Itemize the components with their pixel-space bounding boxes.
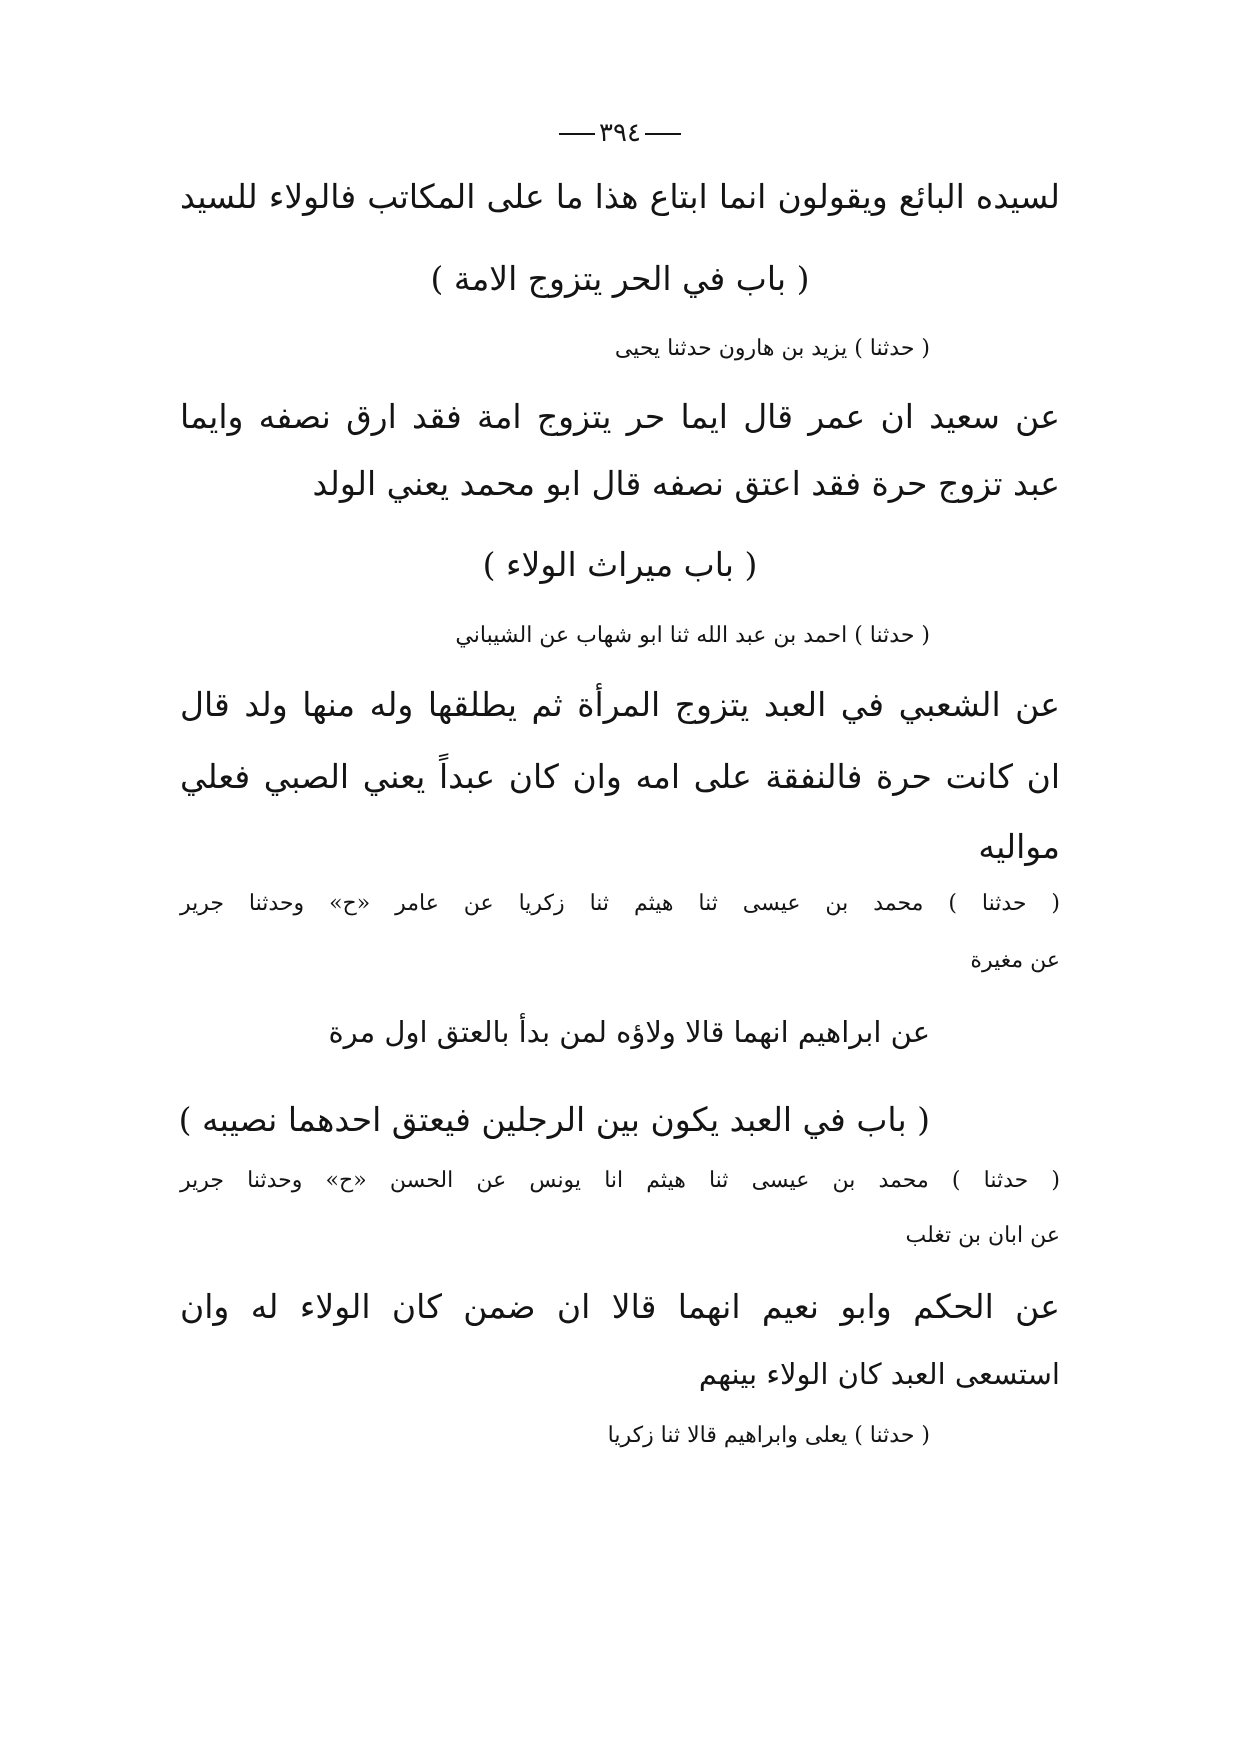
section-heading: ( باب ميراث الولاء ): [482, 545, 758, 584]
isnad-line: عن ابان بن تغلب: [905, 1223, 1060, 1248]
page-number-text: ٣٩٤: [599, 118, 641, 148]
text-line: عن سعيد ان عمر قال ايما حر يتزوج امة فقد ارق نصفه وايما: [180, 397, 1060, 436]
text-line: عن الشعبي في العبد يتزوج المرأة ثم يطلقها وله منها ولد قال: [180, 685, 1060, 724]
section-heading: ( باب في الحر يتزوج الامة ): [430, 259, 810, 298]
text-line: ان كانت حرة فالنفقة على امه وان كان عبداً يعني الصبي فعلي: [180, 757, 1060, 796]
text-line: عبد تزوج حرة فقد اعتق نصفه قال ابو محمد يعني الولد: [312, 464, 1060, 503]
isnad-line: ( حدثنا ) يزيد بن هارون حدثنا يحيى: [614, 336, 930, 361]
text-line: استسعى العبد كان الولاء بينهم: [698, 1357, 1060, 1391]
isnad-line: ( حدثنا ) احمد بن عبد الله ثنا ابو شهاب عن الشيباني: [455, 623, 930, 648]
isnad-line: ( حدثنا ) محمد بن عيسى ثنا هيثم انا يونس عن الحسن «ح» وحدثنا جرير: [180, 1168, 1060, 1193]
text-line: عن ابراهيم انهما قالا ولاؤه لمن بدأ بالعتق اول مرة: [328, 1015, 930, 1049]
text-line: لسيده البائع ويقولون انما ابتاع هذا ما على المكاتب فالولاء للسيد: [180, 177, 1060, 216]
page-number-dash: [559, 133, 595, 135]
section-heading: ( باب في العبد يكون بين الرجلين فيعتق احدهما نصيبه ): [178, 1100, 930, 1139]
text-line: مواليه: [978, 827, 1060, 866]
page-number: [0, 120, 1240, 146]
isnad-line: ( حدثنا ) يعلى وابراهيم قالا ثنا زكريا: [607, 1423, 930, 1448]
isnad-line: ( حدثنا ) محمد بن عيسى ثنا هيثم ثنا زكريا عن عامر «ح» وحدثنا جرير: [180, 891, 1060, 916]
text-line: عن الحكم وابو نعيم انهما قالا ان ضمن كان الولاء له وان: [180, 1287, 1060, 1326]
isnad-line: عن مغيرة: [970, 948, 1060, 973]
page-number-dash: [645, 133, 681, 135]
